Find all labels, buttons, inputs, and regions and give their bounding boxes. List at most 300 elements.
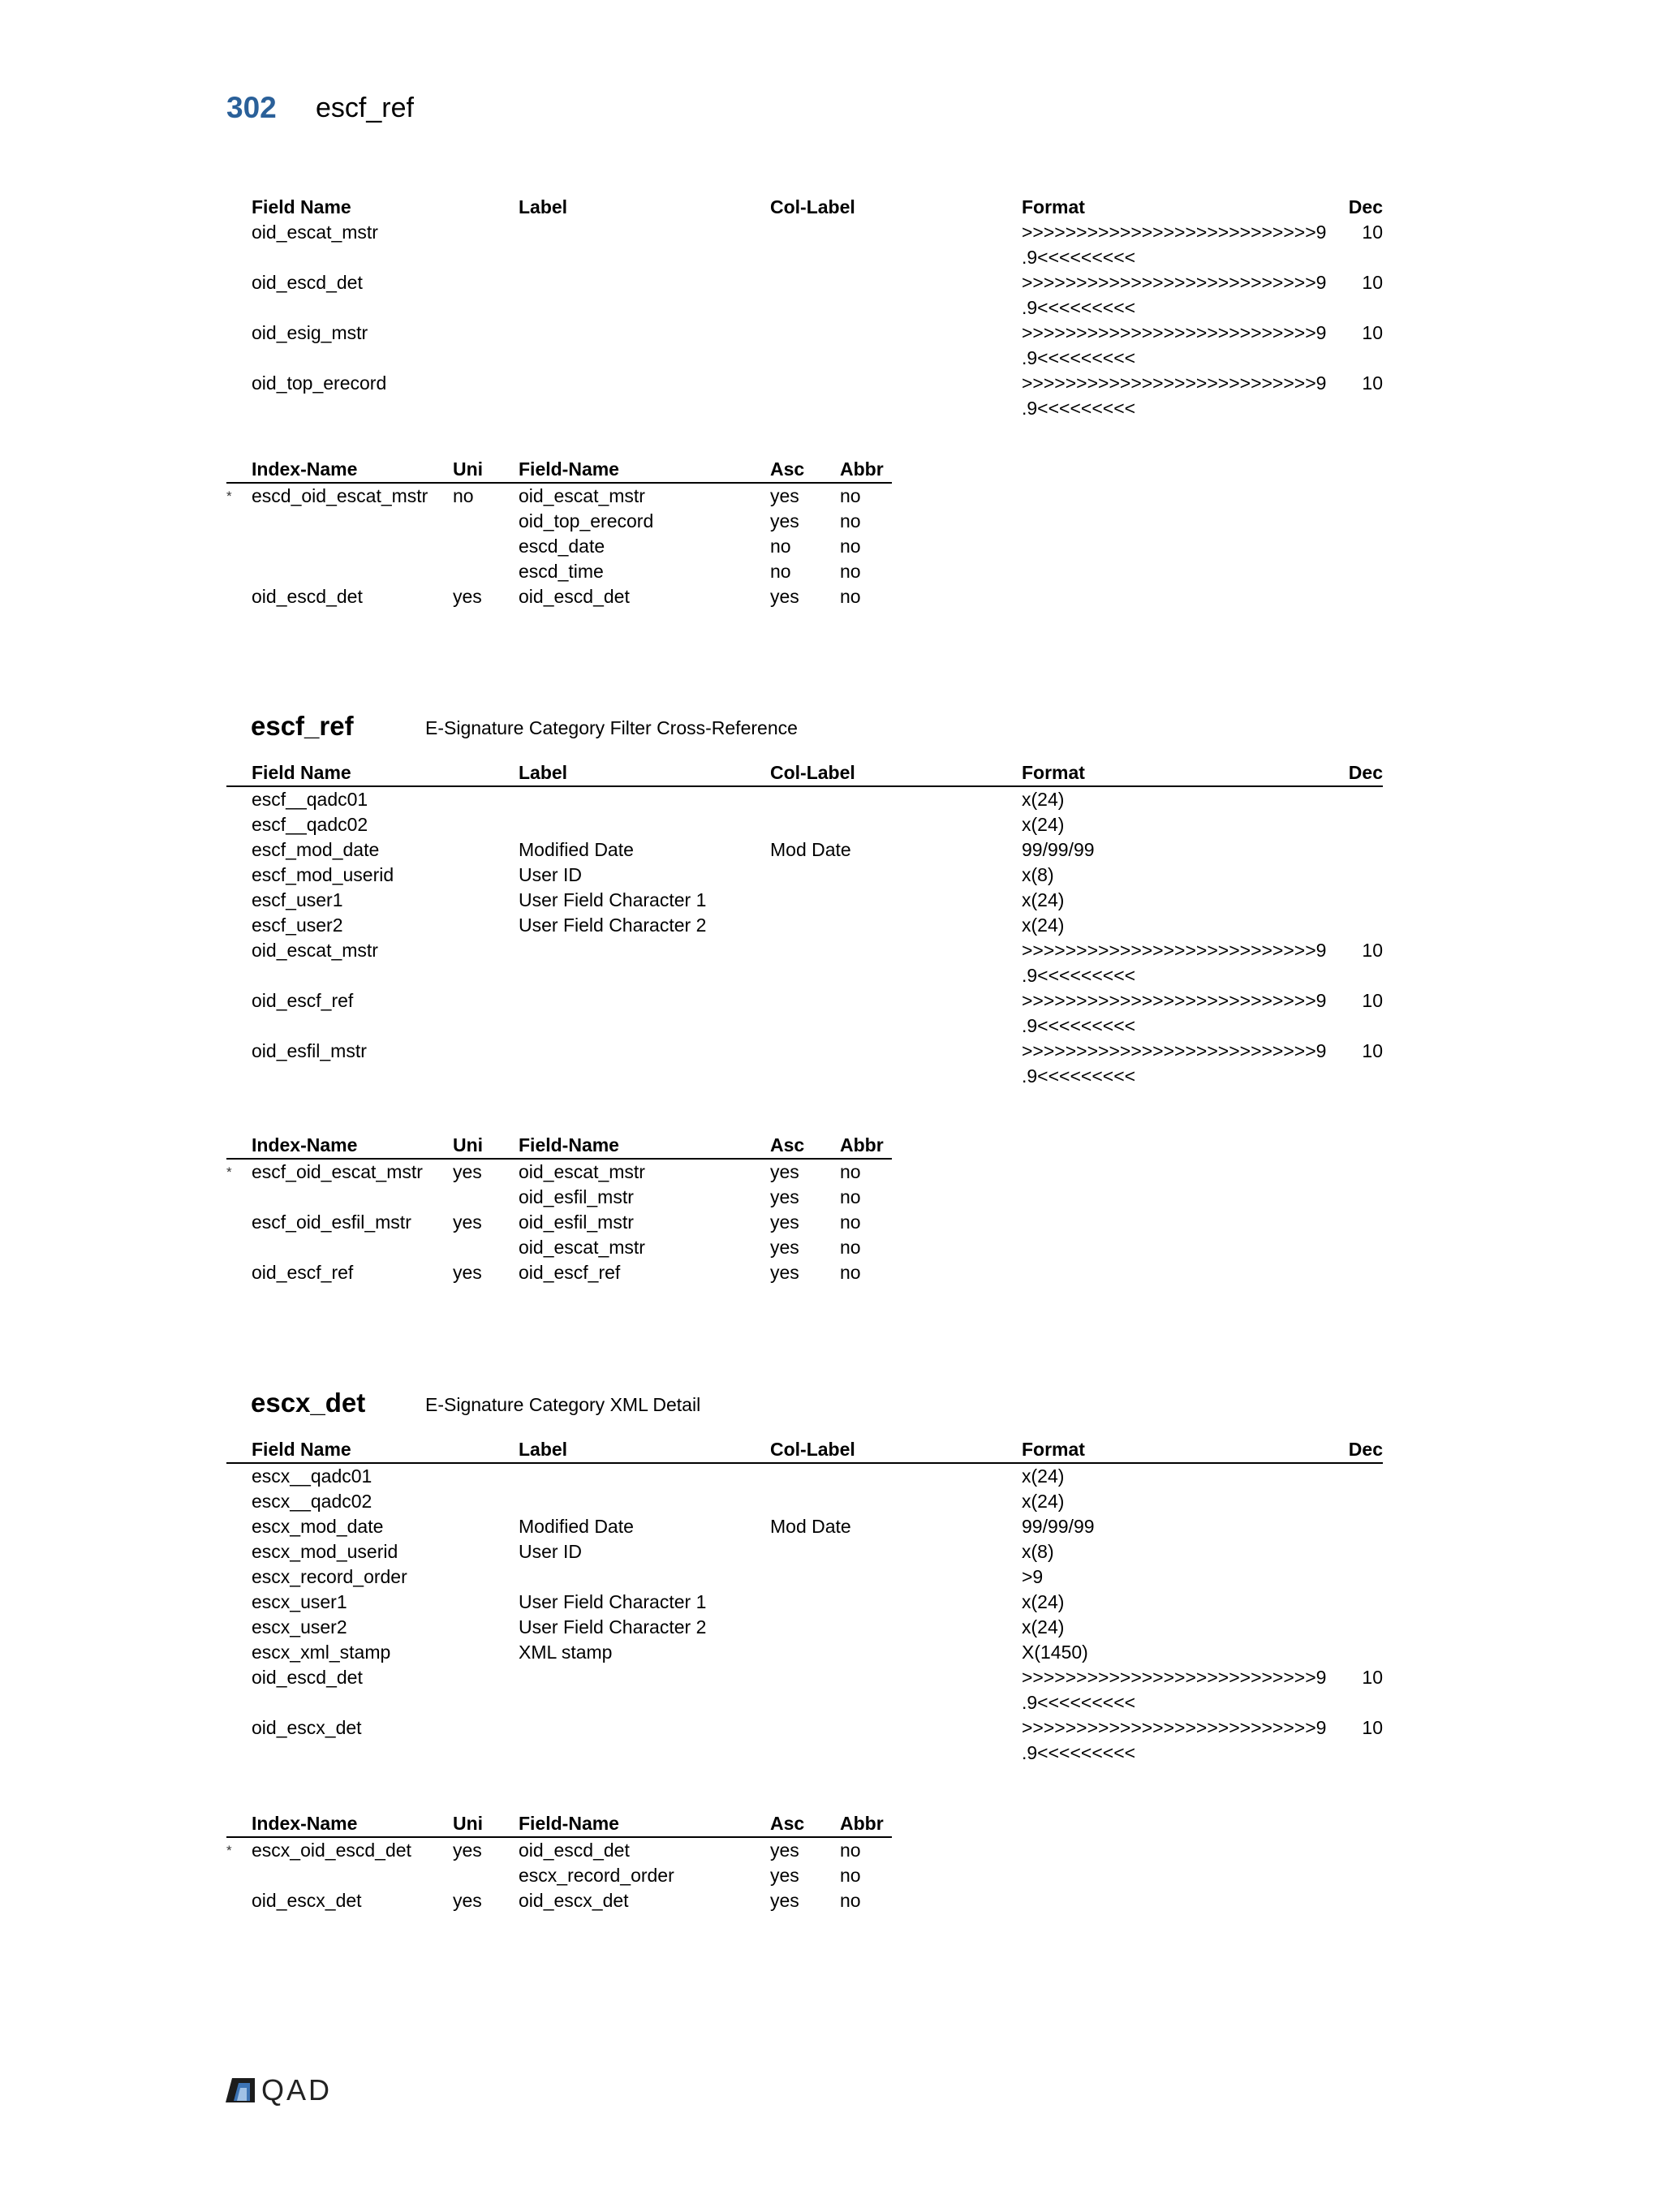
index-unique: yes [453,1890,482,1911]
field-dec [1342,1640,1383,1665]
escf-ref-index-table [226,1133,892,1285]
field-col-label [770,1615,1022,1640]
field-format [1022,371,1342,421]
index-field-name: escd_date [519,536,605,557]
field-row [226,1665,1383,1715]
format-line: x(24) [1022,1616,1065,1637]
field-label [519,1665,770,1715]
star-col-header [226,760,252,786]
field-dec: 10 [1362,940,1383,961]
dec-header: Dec [1348,196,1383,217]
field-format [1022,1463,1342,1489]
index-field-name: oid_escf_ref [519,1262,621,1283]
field-col-label [770,988,1022,1039]
field-name: oid_esig_mstr [252,322,368,343]
field-dec [1342,1539,1383,1564]
index-abbreviated: no [840,536,861,557]
format-line: 99/99/99 [1022,839,1095,860]
index-field-name: escd_time [519,561,604,582]
field-col-label [770,888,1022,913]
index-name [252,534,453,559]
field-format [1022,1039,1342,1089]
row-marker [226,1590,252,1615]
field-name: oid_escd_det [252,1667,363,1688]
index-name-header: Index-Name [252,1133,453,1159]
table-name: escf_ref [251,711,354,741]
field-name: oid_esfil_mstr [252,1040,367,1061]
index-unique [453,509,519,534]
field-format [1022,1590,1342,1615]
field-label [519,321,770,371]
field-row [226,1715,1383,1766]
index-ascending: yes [770,1262,799,1283]
index-field-name-header: Field-Name [519,1133,770,1159]
index-abbreviated: no [840,485,861,506]
format-line: >>>>>>>>>>>>>>>>>>>>>>>>>>>9 [1022,1667,1327,1688]
qad-logo [224,2074,332,2107]
format-line: .9<<<<<<<<< [1022,1015,1136,1036]
label-header: Label [519,1437,770,1463]
index-unique: yes [453,1840,482,1861]
field-name: oid_top_erecord [252,372,387,394]
field-format [1022,812,1342,837]
index-name [252,509,453,534]
index-row [226,1235,892,1260]
row-marker [226,1615,252,1640]
field-name: escf__qadc02 [252,814,368,835]
field-col-label [770,270,1022,321]
dec-header: Dec [1342,1437,1383,1463]
field-label: User ID [519,1541,582,1562]
field-name: escx__qadc02 [252,1491,372,1512]
field-format [1022,938,1342,988]
field-name: oid_escx_det [252,1717,362,1738]
field-name: oid_escd_det [252,272,363,293]
format-header: Format [1022,760,1342,786]
field-row [226,270,1383,321]
col-label-header: Col-Label [770,1437,1022,1463]
index-unique: yes [453,1161,482,1182]
format-line: x(24) [1022,814,1065,835]
format-line: x(24) [1022,789,1065,810]
index-ascending: yes [770,1840,799,1861]
field-name: escf_user2 [252,914,343,936]
field-label: Modified Date [519,1516,634,1537]
index-ascending: yes [770,510,799,531]
index-abbreviated: no [840,1211,861,1233]
index-field-name: oid_escd_det [519,1840,630,1861]
field-format [1022,888,1342,913]
uni-header: Uni [453,1133,519,1159]
row-marker [226,1564,252,1590]
escf-ref-fields-block [226,760,1383,1089]
primary-index-marker [226,1863,252,1888]
field-col-label [770,1665,1022,1715]
abbr-header: Abbr [840,1811,892,1837]
field-col-label [770,938,1022,988]
field-row [226,1514,1383,1539]
field-row [226,1539,1383,1564]
field-col-label [770,1640,1022,1665]
abbr-header: Abbr [840,457,892,483]
index-row [226,1185,892,1210]
index-row [226,1837,892,1863]
format-line: >>>>>>>>>>>>>>>>>>>>>>>>>>>9 [1022,322,1327,343]
format-line: .9<<<<<<<<< [1022,247,1136,268]
index-name [252,559,453,584]
dec-header: Dec [1342,760,1383,786]
field-format [1022,1715,1342,1766]
index-row [226,584,892,609]
primary-index-marker [226,1888,252,1913]
escf-ref-field-table [226,760,1383,1089]
primary-index-marker [226,1185,252,1210]
index-table-header [226,1811,892,1837]
field-row [226,938,1383,988]
format-line: x(24) [1022,889,1065,910]
primary-index-marker [226,584,252,609]
field-name: oid_escf_ref [252,990,354,1011]
field-label [519,1463,770,1489]
star-col-header [226,1133,252,1159]
row-marker [226,812,252,837]
field-label [519,988,770,1039]
field-label [519,938,770,988]
index-table-header [226,457,892,483]
field-format [1022,988,1342,1039]
row-marker [226,888,252,913]
cont-index-table [226,457,892,609]
index-unique: yes [453,586,482,607]
primary-index-marker: * [226,488,232,504]
field-label [519,1715,770,1766]
index-row [226,559,892,584]
field-name: oid_escat_mstr [252,222,378,243]
field-format [1022,1564,1342,1590]
index-row [226,483,892,509]
index-field-name: oid_escx_det [519,1890,629,1911]
field-dec: 10 [1362,372,1383,394]
table-description: E-Signature Category Filter Cross-Reference [425,717,798,738]
field-dec [1342,812,1383,837]
field-name-header: Field Name [252,760,519,786]
field-col-label [770,863,1022,888]
field-dec [1342,1615,1383,1640]
field-label [519,371,770,421]
index-field-name: oid_escat_mstr [519,1161,645,1182]
abbr-header: Abbr [840,1133,892,1159]
format-line: x(24) [1022,1491,1065,1512]
field-dec [1342,786,1383,812]
field-format [1022,786,1342,812]
field-name: escx__qadc01 [252,1465,372,1487]
field-label: User Field Character 2 [519,1616,707,1637]
logo-text: QAD [261,2073,333,2107]
col-label-header: Col-Label [770,760,1022,786]
asc-header: Asc [770,457,840,483]
field-name: escf_user1 [252,889,343,910]
field-label [519,270,770,321]
index-field-name: oid_top_erecord [519,510,654,531]
format-line: >>>>>>>>>>>>>>>>>>>>>>>>>>>9 [1022,990,1327,1011]
field-dec: 10 [1362,322,1383,343]
field-col-label [770,1539,1022,1564]
row-marker [226,863,252,888]
cont-index-block [226,457,1383,609]
index-abbreviated: no [840,1161,861,1182]
field-label: Modified Date [519,839,634,860]
row-marker [226,1463,252,1489]
format-line: >>>>>>>>>>>>>>>>>>>>>>>>>>>9 [1022,1717,1327,1738]
field-name: escf_mod_userid [252,864,394,885]
field-name: escx_mod_userid [252,1541,398,1562]
field-row [226,1564,1383,1590]
field-col-label [770,913,1022,938]
field-label: User Field Character 1 [519,1591,707,1612]
field-row [226,1640,1383,1665]
field-row [226,1615,1383,1640]
index-ascending: no [770,561,791,582]
format-line: x(24) [1022,1465,1065,1487]
format-line: .9<<<<<<<<< [1022,1065,1136,1087]
field-name: escx_xml_stamp [252,1642,391,1663]
table-description: E-Signature Category XML Detail [425,1394,701,1415]
primary-index-marker [226,534,252,559]
field-row [226,321,1383,371]
uni-header: Uni [453,1811,519,1837]
row-marker [226,270,252,321]
field-label [519,1564,770,1590]
index-field-name: oid_esfil_mstr [519,1211,634,1233]
index-unique [453,559,519,584]
field-row [226,786,1383,812]
field-name: escf__qadc01 [252,789,368,810]
index-ascending: yes [770,1211,799,1233]
field-dec [1342,863,1383,888]
field-name-header: Field Name [252,1437,519,1463]
field-col-label [770,1489,1022,1514]
format-header: Format [1022,1437,1342,1463]
index-row [226,1888,892,1913]
index-ascending: yes [770,1161,799,1182]
field-dec [1342,913,1383,938]
star-col-header [226,1811,252,1837]
field-format [1022,270,1342,321]
format-header: Format [1022,196,1085,217]
uni-header: Uni [453,457,519,483]
field-label: User Field Character 2 [519,914,707,936]
index-row [226,534,892,559]
index-abbreviated: no [840,1865,861,1886]
field-format [1022,863,1342,888]
index-field-name: oid_esfil_mstr [519,1186,634,1207]
index-name [252,1863,453,1888]
format-line: .9<<<<<<<<< [1022,1742,1136,1763]
index-row [226,1159,892,1185]
index-row [226,1260,892,1285]
field-table-header [226,760,1383,786]
row-marker [226,988,252,1039]
field-dec [1342,1590,1383,1615]
field-format [1022,1514,1342,1539]
row-marker [226,1640,252,1665]
field-row [226,888,1383,913]
field-dec [1342,1564,1383,1590]
field-col-label: Mod Date [770,1516,851,1537]
field-dec [1342,888,1383,913]
running-title: escf_ref [316,93,414,123]
field-name-header: Field Name [252,196,351,217]
row-marker [226,1039,252,1089]
index-ascending: yes [770,1865,799,1886]
index-name: oid_escf_ref [252,1262,354,1283]
index-abbreviated: no [840,1262,861,1283]
format-line: >>>>>>>>>>>>>>>>>>>>>>>>>>>9 [1022,222,1327,243]
row-marker [226,786,252,812]
field-dec: 10 [1362,990,1383,1011]
index-name: escf_oid_esfil_mstr [252,1211,411,1233]
field-format [1022,1640,1342,1665]
cont-fields-block [226,195,1383,421]
field-format [1022,1615,1342,1640]
asc-header: Asc [770,1811,840,1837]
index-unique: yes [453,1211,482,1233]
index-field-name: oid_escat_mstr [519,485,645,506]
index-abbreviated: no [840,1186,861,1207]
format-line: x(24) [1022,1591,1065,1612]
index-name: oid_escd_det [252,586,363,607]
index-abbreviated: no [840,1890,861,1911]
row-marker [226,321,252,371]
index-unique: no [453,485,474,506]
field-label [519,1039,770,1089]
index-name-header: Index-Name [252,1811,453,1837]
escx-det-index-table [226,1811,892,1913]
field-dec [1342,1463,1383,1489]
cont-field-table [226,195,1383,421]
index-field-name: escx_record_order [519,1865,674,1886]
escx-det-field-table [226,1437,1383,1766]
field-name: escx_mod_date [252,1516,384,1537]
format-line: .9<<<<<<<<< [1022,347,1136,368]
field-row [226,1590,1383,1615]
primary-index-marker [226,1210,252,1235]
qad-logo-icon [224,2076,256,2104]
index-abbreviated: no [840,510,861,531]
index-name: escd_oid_escat_mstr [252,485,428,506]
primary-index-marker [226,559,252,584]
index-field-name-header: Field-Name [519,1811,770,1837]
index-name: escx_oid_escd_det [252,1840,411,1861]
row-marker [226,371,252,421]
field-table-header [226,195,1383,220]
field-table-header [226,1437,1383,1463]
field-col-label: Mod Date [770,839,851,860]
index-ascending: yes [770,485,799,506]
index-ascending: yes [770,586,799,607]
field-format [1022,1665,1342,1715]
format-line: .9<<<<<<<<< [1022,398,1136,419]
field-label [519,812,770,837]
index-field-name: oid_escat_mstr [519,1237,645,1258]
row-marker [226,1514,252,1539]
primary-index-marker: * [226,1843,232,1858]
index-row [226,1210,892,1235]
row-marker [226,1665,252,1715]
field-label [519,786,770,812]
index-field-name: oid_escd_det [519,586,630,607]
field-row [226,863,1383,888]
row-marker [226,1539,252,1564]
field-col-label [770,786,1022,812]
field-row [226,220,1383,270]
field-label: User Field Character 1 [519,889,707,910]
index-abbreviated: no [840,561,861,582]
star-col-header [226,457,252,483]
field-dec [1342,1514,1383,1539]
escx-det-fields-block [226,1437,1383,1766]
label-header: Label [519,196,568,217]
index-row [226,509,892,534]
escf-ref-index-block [226,1133,1383,1285]
field-dec: 10 [1362,272,1383,293]
format-line: x(8) [1022,1541,1054,1562]
row-marker [226,938,252,988]
field-name: escx_user1 [252,1591,347,1612]
field-col-label [770,1564,1022,1590]
format-line: >9 [1022,1566,1044,1587]
field-col-label [770,371,1022,421]
field-name: escx_user2 [252,1616,347,1637]
field-row [226,913,1383,938]
index-name [252,1185,453,1210]
field-row [226,837,1383,863]
field-dec: 10 [1362,222,1383,243]
primary-index-marker [226,1235,252,1260]
index-row [226,1863,892,1888]
row-marker [226,837,252,863]
format-line: .9<<<<<<<<< [1022,965,1136,986]
field-row [226,1463,1383,1489]
table-name: escx_det [251,1388,366,1418]
format-line: x(24) [1022,914,1065,936]
field-row [226,371,1383,421]
primary-index-marker: * [226,1164,232,1180]
field-dec: 10 [1362,1717,1383,1738]
index-field-name-header: Field-Name [519,457,770,483]
field-label: User ID [519,864,582,885]
index-unique [453,1185,519,1210]
format-line: .9<<<<<<<<< [1022,1692,1136,1713]
field-format [1022,1489,1342,1514]
label-header: Label [519,760,770,786]
field-col-label [770,812,1022,837]
star-col-header [226,1437,252,1463]
index-name: escf_oid_escat_mstr [252,1161,423,1182]
asc-header: Asc [770,1133,840,1159]
index-ascending: yes [770,1237,799,1258]
index-abbreviated: no [840,1237,861,1258]
field-row [226,1489,1383,1514]
field-format [1022,913,1342,938]
row-marker [226,1715,252,1766]
index-abbreviated: no [840,1840,861,1861]
field-col-label [770,1463,1022,1489]
primary-index-marker [226,509,252,534]
field-format [1022,220,1342,270]
index-unique [453,1235,519,1260]
index-ascending: yes [770,1890,799,1911]
